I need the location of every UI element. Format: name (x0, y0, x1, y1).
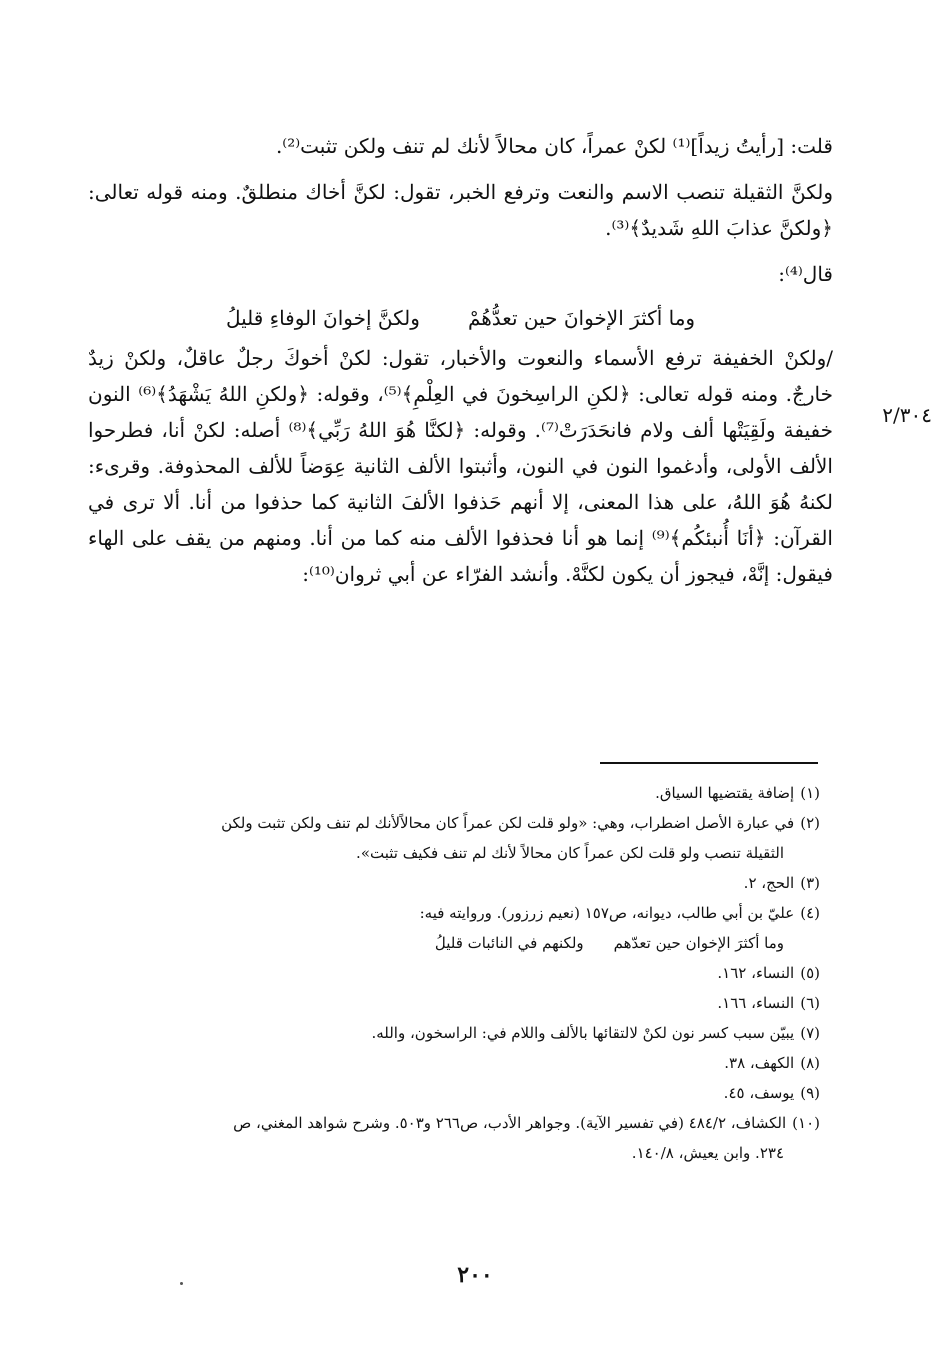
footnote-4-verse (88, 928, 820, 958)
footnote-text: يوسف، ٤٥. (723, 1084, 795, 1102)
footnote-1 (88, 778, 820, 808)
footnote-9 (88, 1078, 820, 1108)
footnote-verse-hemistich-2: ولكنهم في النائبات قليلُ (434, 934, 584, 952)
footnote-text: الكهف، ٣٨. (724, 1054, 795, 1072)
paragraph-2: ولكنَّ الثقيلة تنصب الاسم والنعت وترفع الخبر، تقول: لكنَّ أخاك منطلقٌ. ومنه قوله تعالى: ﴿ولكنَّ عذابَ اللهِ شَديدٌ﴾⁽³⁾. (88, 180, 833, 240)
footnote-text: النساء، ١٦٦. (717, 994, 795, 1012)
footnote-number: (٧) (800, 1024, 820, 1042)
footnote-5 (88, 958, 820, 988)
footnote-3 (88, 868, 820, 898)
footnote-text: إضافة يقتضيها السياق. (655, 784, 795, 802)
paragraph-1: قلت: [رأيتُ زيداً]⁽¹⁾ لكنْ عمراً، كان محالاً لأنك لم تنف ولكن تثبت⁽²⁾. (275, 134, 833, 158)
footnote-number: (٤) (800, 904, 820, 922)
footnote-text: يبيّن سبب كسر نون لكنْ لالتقائها بالألف واللام في: الراسخون، والله. (371, 1024, 795, 1042)
footnote-number: (٢) (800, 814, 820, 832)
footnote-7 (88, 1018, 820, 1048)
footnote-6 (88, 988, 820, 1018)
footnote-8 (88, 1048, 820, 1078)
margin-page-reference: ٢/٣٠٤ (882, 403, 932, 427)
footnote-text: النساء، ١٦٢. (717, 964, 795, 982)
footnote-10-continuation: ٢٣٤. وابن يعيش، ١٤٠/٨. (631, 1144, 784, 1162)
footnote-divider (600, 762, 818, 764)
paragraph-3: قال⁽⁴⁾: (778, 262, 833, 286)
footnote-2-continuation: الثقيلة تنصب ولو قلت لكن عمراً كان محالاً لأنك لم تنف فكيف تثبت». (356, 844, 784, 862)
footnote-number: (١٠) (792, 1114, 820, 1132)
footnotes (88, 778, 820, 1168)
page-number: ٢٠٠ (457, 1262, 493, 1288)
footnote-text: عليّ بن أبي طالب، ديوانه، ص١٥٧ (نعيم زرزور). وروايته فيه: (419, 904, 795, 922)
footnote-number: (٣) (800, 874, 820, 892)
footnote-number: (٩) (800, 1084, 820, 1102)
footnote-number: (٥) (800, 964, 820, 982)
verse-hemistich-2: ولكنَّ إخوانَ الوفاءِ قليلُ (225, 306, 420, 330)
footnote-verse-hemistich-1: وما أكثرَ الإخوان حين تعدّهم (613, 934, 784, 952)
footnote-2 (88, 808, 820, 838)
scan-speck (180, 1282, 183, 1285)
poem-verse (88, 300, 833, 336)
footnote-text: الكشاف، ٤٨٤/٢ (في تفسير الآية). وجواهر الأدب، ص٢٦٦ و٥٠٣. وشرح شواهد المغني، ص (233, 1114, 787, 1132)
footnote-number: (١) (800, 784, 820, 802)
footnote-text: في عبارة الأصل اضطراب، وهي: «ولو قلت لكن عمراً كان محالاًلأنك لم تنف ولكن تثبت ولكن (221, 814, 795, 832)
footnote-number: (٦) (800, 994, 820, 1012)
main-text (88, 128, 833, 592)
footnote-10 (88, 1108, 820, 1138)
footnote-4 (88, 898, 820, 928)
verse-hemistich-1: وما أكثرَ الإخوانَ حين تعدُّهُمْ (467, 306, 696, 330)
footnote-number: (٨) (800, 1054, 820, 1072)
footnote-text: الحج، ٢. (743, 874, 795, 892)
paragraph-4: /ولكنْ الخفيفة ترفع الأسماء والنعوت والأخبار، تقول: لكنْ أخوكَ رجلٌ عاقلٌ، ولكنْ زيدٌ خارجٌ. ومنه قوله تعالى: ﴿لكنِ الراسِخونَ في العِلْمِ﴾⁽⁵⁾، وقوله: ﴿ولكنِ اللهُ يَشْهَدُ﴾⁽⁶⁾ النون خفيفة ولَقِيَتْها ألف ولام فانحَدَرَتْ⁽⁷⁾. وقوله: ﴿لكنَّا هُوَ اللهُ رَبِّي﴾⁽⁸⁾ أصله: لكنْ أنا، فطرحوا الألف الأولى، وأدغموا النون في النون، وأثبتوا الألف الثانية عِوَضاً للألف المحذوفة. وقرىء: لكنهُ هُوَ اللهُ، على هذا المعنى، إلا أنهم حَذفوا الألفَ الثانية كما حذفوا من أنا. ألا ترى في القرآن: ﴿أنَا أُنبئكُم﴾⁽⁹⁾ إنما هو أنا فحذفوا الألف منه كما من أنا. ومنهم من يقف على الهاء فيقول: إنَّهْ، فيجوز أن يكون لكنَّهْ. وأنشد الفرّاء عن أبي ثروان⁽¹⁰⁾: (88, 346, 833, 586)
